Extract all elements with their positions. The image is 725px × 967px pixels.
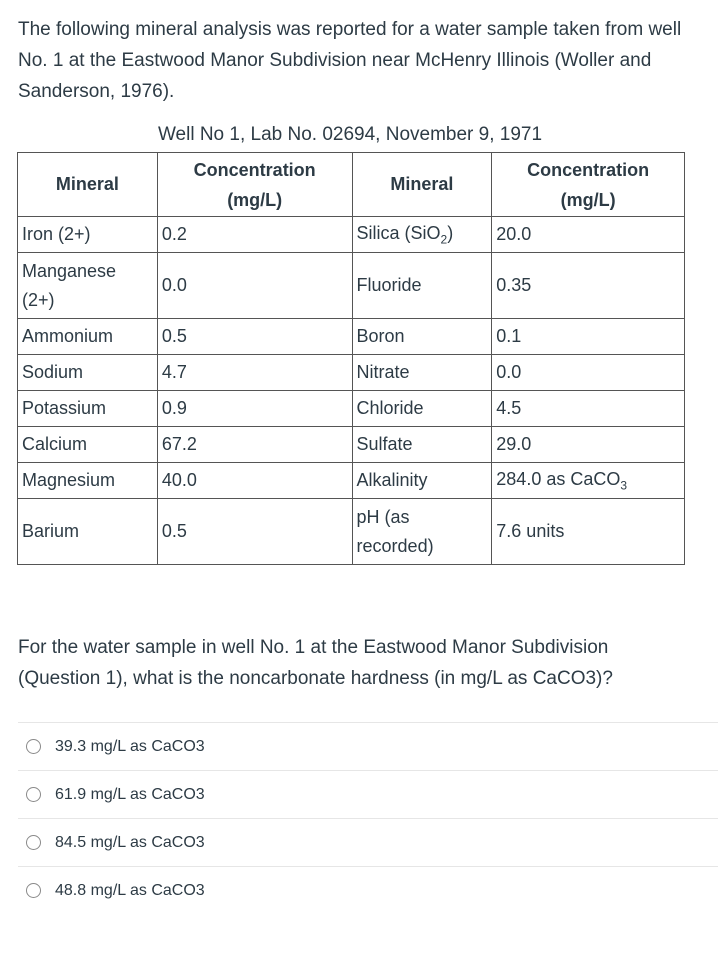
- mineral-cell: Magnesium: [18, 463, 158, 499]
- mineral-cell: Boron: [352, 319, 492, 355]
- mineral-cell: Barium: [18, 499, 158, 565]
- concentration-cell: [492, 463, 685, 499]
- mineral-cell: Manganese (2+): [18, 253, 158, 319]
- concentration-cell: 4.5: [492, 391, 685, 427]
- radio-button[interactable]: [26, 835, 41, 850]
- mineral-cell: Iron (2+): [18, 217, 158, 253]
- table-row: [18, 391, 685, 427]
- table-row: [18, 217, 685, 253]
- mineral-text: Silica (SiO: [356, 222, 441, 243]
- concentration-cell: 0.1: [492, 319, 685, 355]
- table-caption: Well No 1, Lab No. 02694, November 9, 1971: [157, 124, 543, 145]
- header-concentration-2: [492, 153, 685, 217]
- table-row: [18, 499, 685, 565]
- concentration-cell: 0.5: [157, 499, 352, 565]
- concentration-cell: 0.0: [157, 253, 352, 319]
- concentration-cell: 0.9: [157, 391, 352, 427]
- question-intro-text: The following mineral analysis was reported for a water sample taken from well No. 1 at the Eastwood Manor Subdivision near McHenry Illinois (Woller and Sanderson, 1976).: [18, 19, 682, 102]
- radio-button[interactable]: [26, 883, 41, 898]
- concentration-cell: 20.0: [492, 217, 685, 253]
- header-concentration-label: Concentration: [193, 159, 316, 180]
- concentration-cell: 0.5: [157, 319, 352, 355]
- answer-label[interactable]: 39.3 mg/L as CaCO3: [55, 737, 205, 755]
- mineral-cell: Calcium: [18, 427, 158, 463]
- concentration-cell: 4.7: [157, 355, 352, 391]
- header-mineral-2: Mineral: [352, 153, 492, 217]
- concentration-cell: 7.6 units: [492, 499, 685, 565]
- concentration-cell: 40.0: [157, 463, 352, 499]
- mineral-cell: Sulfate: [352, 427, 492, 463]
- concentration-cell: 0.0: [492, 355, 685, 391]
- table-row: [18, 427, 685, 463]
- table-row: [18, 319, 685, 355]
- mineral-cell: Potassium: [18, 391, 158, 427]
- header-mineral-1: Mineral: [18, 153, 158, 217]
- mineral-cell: Alkalinity: [352, 463, 492, 499]
- concentration-cell: 0.35: [492, 253, 685, 319]
- radio-button[interactable]: [26, 787, 41, 802]
- answer-option[interactable]: [18, 722, 718, 770]
- answer-option[interactable]: [18, 770, 718, 818]
- table-row: [18, 463, 685, 499]
- concentration-cell: 29.0: [492, 427, 685, 463]
- header-concentration-1: [157, 153, 352, 217]
- concentration-cell: 0.2: [157, 217, 352, 253]
- mineral-cell: Ammonium: [18, 319, 158, 355]
- mineral-cell: Nitrate: [352, 355, 492, 391]
- answer-label[interactable]: 84.5 mg/L as CaCO3: [55, 833, 205, 851]
- answer-option[interactable]: [18, 818, 718, 866]
- header-concentration-label: Concentration: [527, 159, 650, 180]
- concentration-text: 284.0 as CaCO: [496, 468, 621, 489]
- concentration-cell: 67.2: [157, 427, 352, 463]
- question-text: For the water sample in well No. 1 at the Eastwood Manor Subdivision (Question 1), what is the noncarbonate hardness (in mg/L as CaCO3)?: [18, 637, 613, 689]
- table-header-row: [18, 153, 685, 217]
- mineral-cell: Sodium: [18, 355, 158, 391]
- mineral-cell: [352, 217, 492, 253]
- mineral-analysis-table: [17, 152, 685, 565]
- radio-button[interactable]: [26, 739, 41, 754]
- answer-label[interactable]: 48.8 mg/L as CaCO3: [55, 881, 205, 899]
- answer-option[interactable]: [18, 866, 718, 914]
- mineral-cell: Chloride: [352, 391, 492, 427]
- table-row: [18, 253, 685, 319]
- header-unit-label: (mg/L): [560, 189, 616, 210]
- header-unit-label: (mg/L): [227, 189, 283, 210]
- subscript: 3: [620, 478, 628, 493]
- answer-label[interactable]: 61.9 mg/L as CaCO3: [55, 785, 205, 803]
- mineral-cell: Fluoride: [352, 253, 492, 319]
- mineral-text-tail: ): [447, 222, 454, 243]
- subscript: 2: [440, 232, 448, 247]
- answer-options: [18, 722, 718, 914]
- table-row: [18, 355, 685, 391]
- mineral-cell: pH (as recorded): [352, 499, 492, 565]
